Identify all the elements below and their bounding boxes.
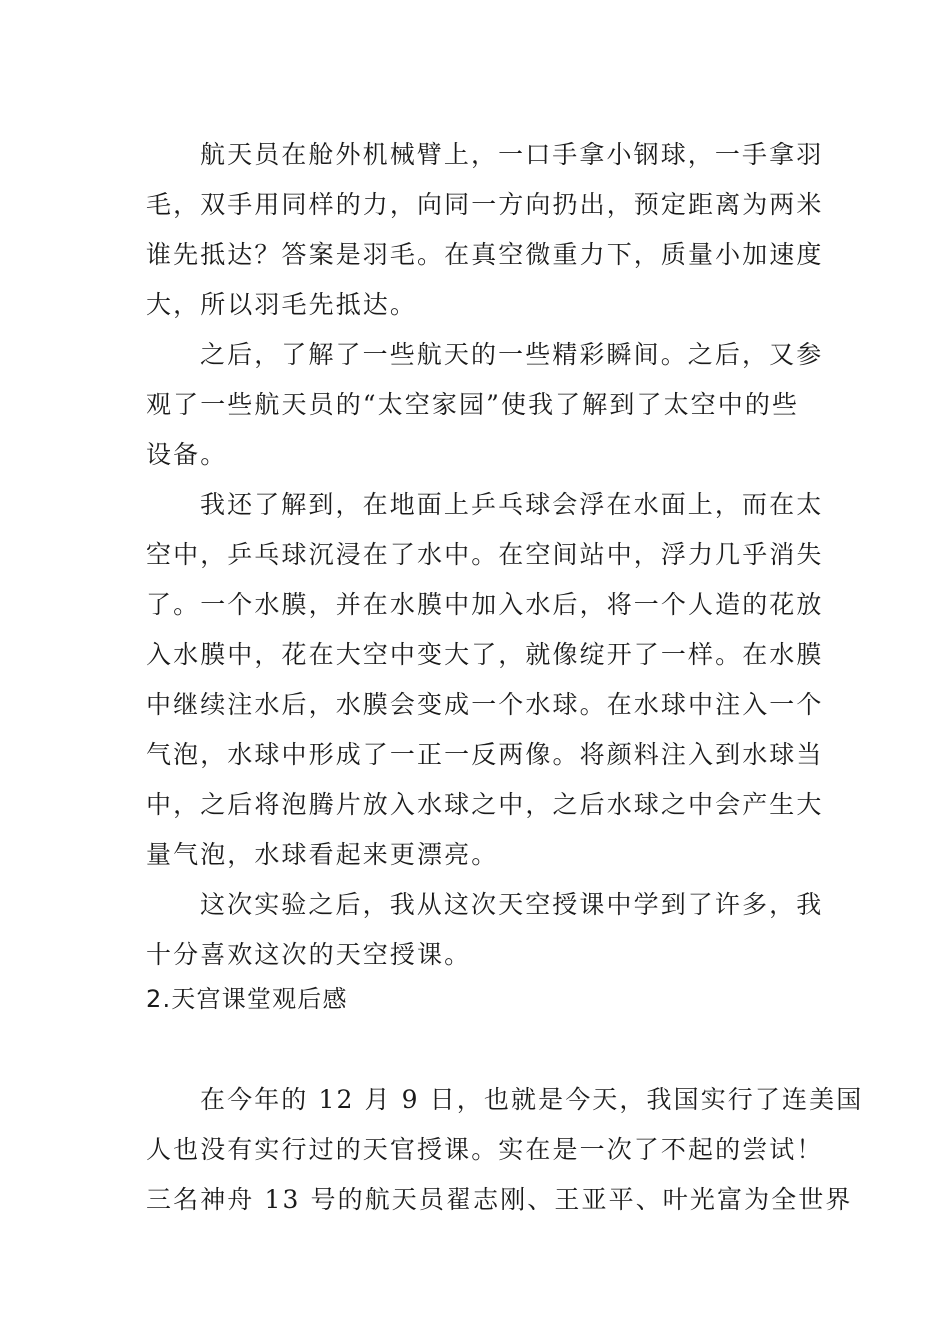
section2-body	[146, 1075, 864, 1225]
section1-body	[146, 130, 824, 980]
paragraph-line: 入水膜中，花在大空中变大了，就像绽开了一样。在水膜	[146, 640, 824, 669]
paragraph-line: 毛，双手用同样的力，向同一方向扔出，预定距离为两米	[146, 190, 824, 219]
section-heading: 2.天宫课堂观后感	[146, 985, 348, 1013]
paragraph-line: 在今年的 12 月 9 日，也就是今天，我国实行了连美国	[200, 1085, 864, 1114]
paragraph-line: 中继续注水后，水膜会变成一个水球。在水球中注入一个	[146, 690, 824, 719]
paragraph-line: 这次实验之后，我从这次天空授课中学到了许多，我	[200, 890, 824, 919]
paragraph-line: 量气泡，水球看起来更漂亮。	[146, 840, 499, 869]
paragraph-line: 大，所以羽毛先抵达。	[146, 290, 418, 319]
paragraph-line: 中，之后将泡腾片放入水球之中，之后水球之中会产生大	[146, 790, 824, 819]
paragraph-line: 设备。	[146, 440, 228, 469]
paragraph-line: 气泡，水球中形成了一正一反两像。将颜料注入到水球当	[146, 740, 824, 769]
paragraph-line: 谁先抵达？答案是羽毛。在真空微重力下，质量小加速度	[146, 240, 824, 269]
paragraph-line: 航天员在舱外机械臂上，一口手拿小钢球，一手拿羽	[200, 140, 824, 169]
paragraph-line: 之后，了解了一些航天的一些精彩瞬间。之后，又参	[200, 340, 824, 369]
paragraph-line: 空中，乒乓球沉浸在了水中。在空间站中，浮力几乎消失	[146, 540, 824, 569]
paragraph-line: 三名神舟 13 号的航天员翟志刚、王亚平、叶光富为全世界	[146, 1185, 853, 1214]
paragraph-line: 人也没有实行过的天官授课。实在是一次了不起的尝试！	[146, 1135, 824, 1164]
paragraph-line: 观了一些航天员的“太空家园”使我了解到了太空中的些	[146, 390, 800, 419]
paragraph-line: 我还了解到，在地面上乒乓球会浮在水面上，而在太	[200, 490, 824, 519]
paragraph-line: 十分喜欢这次的天空授课。	[146, 940, 472, 969]
paragraph-line: 了。一个水膜，并在水膜中加入水后，将一个人造的花放	[146, 590, 824, 619]
